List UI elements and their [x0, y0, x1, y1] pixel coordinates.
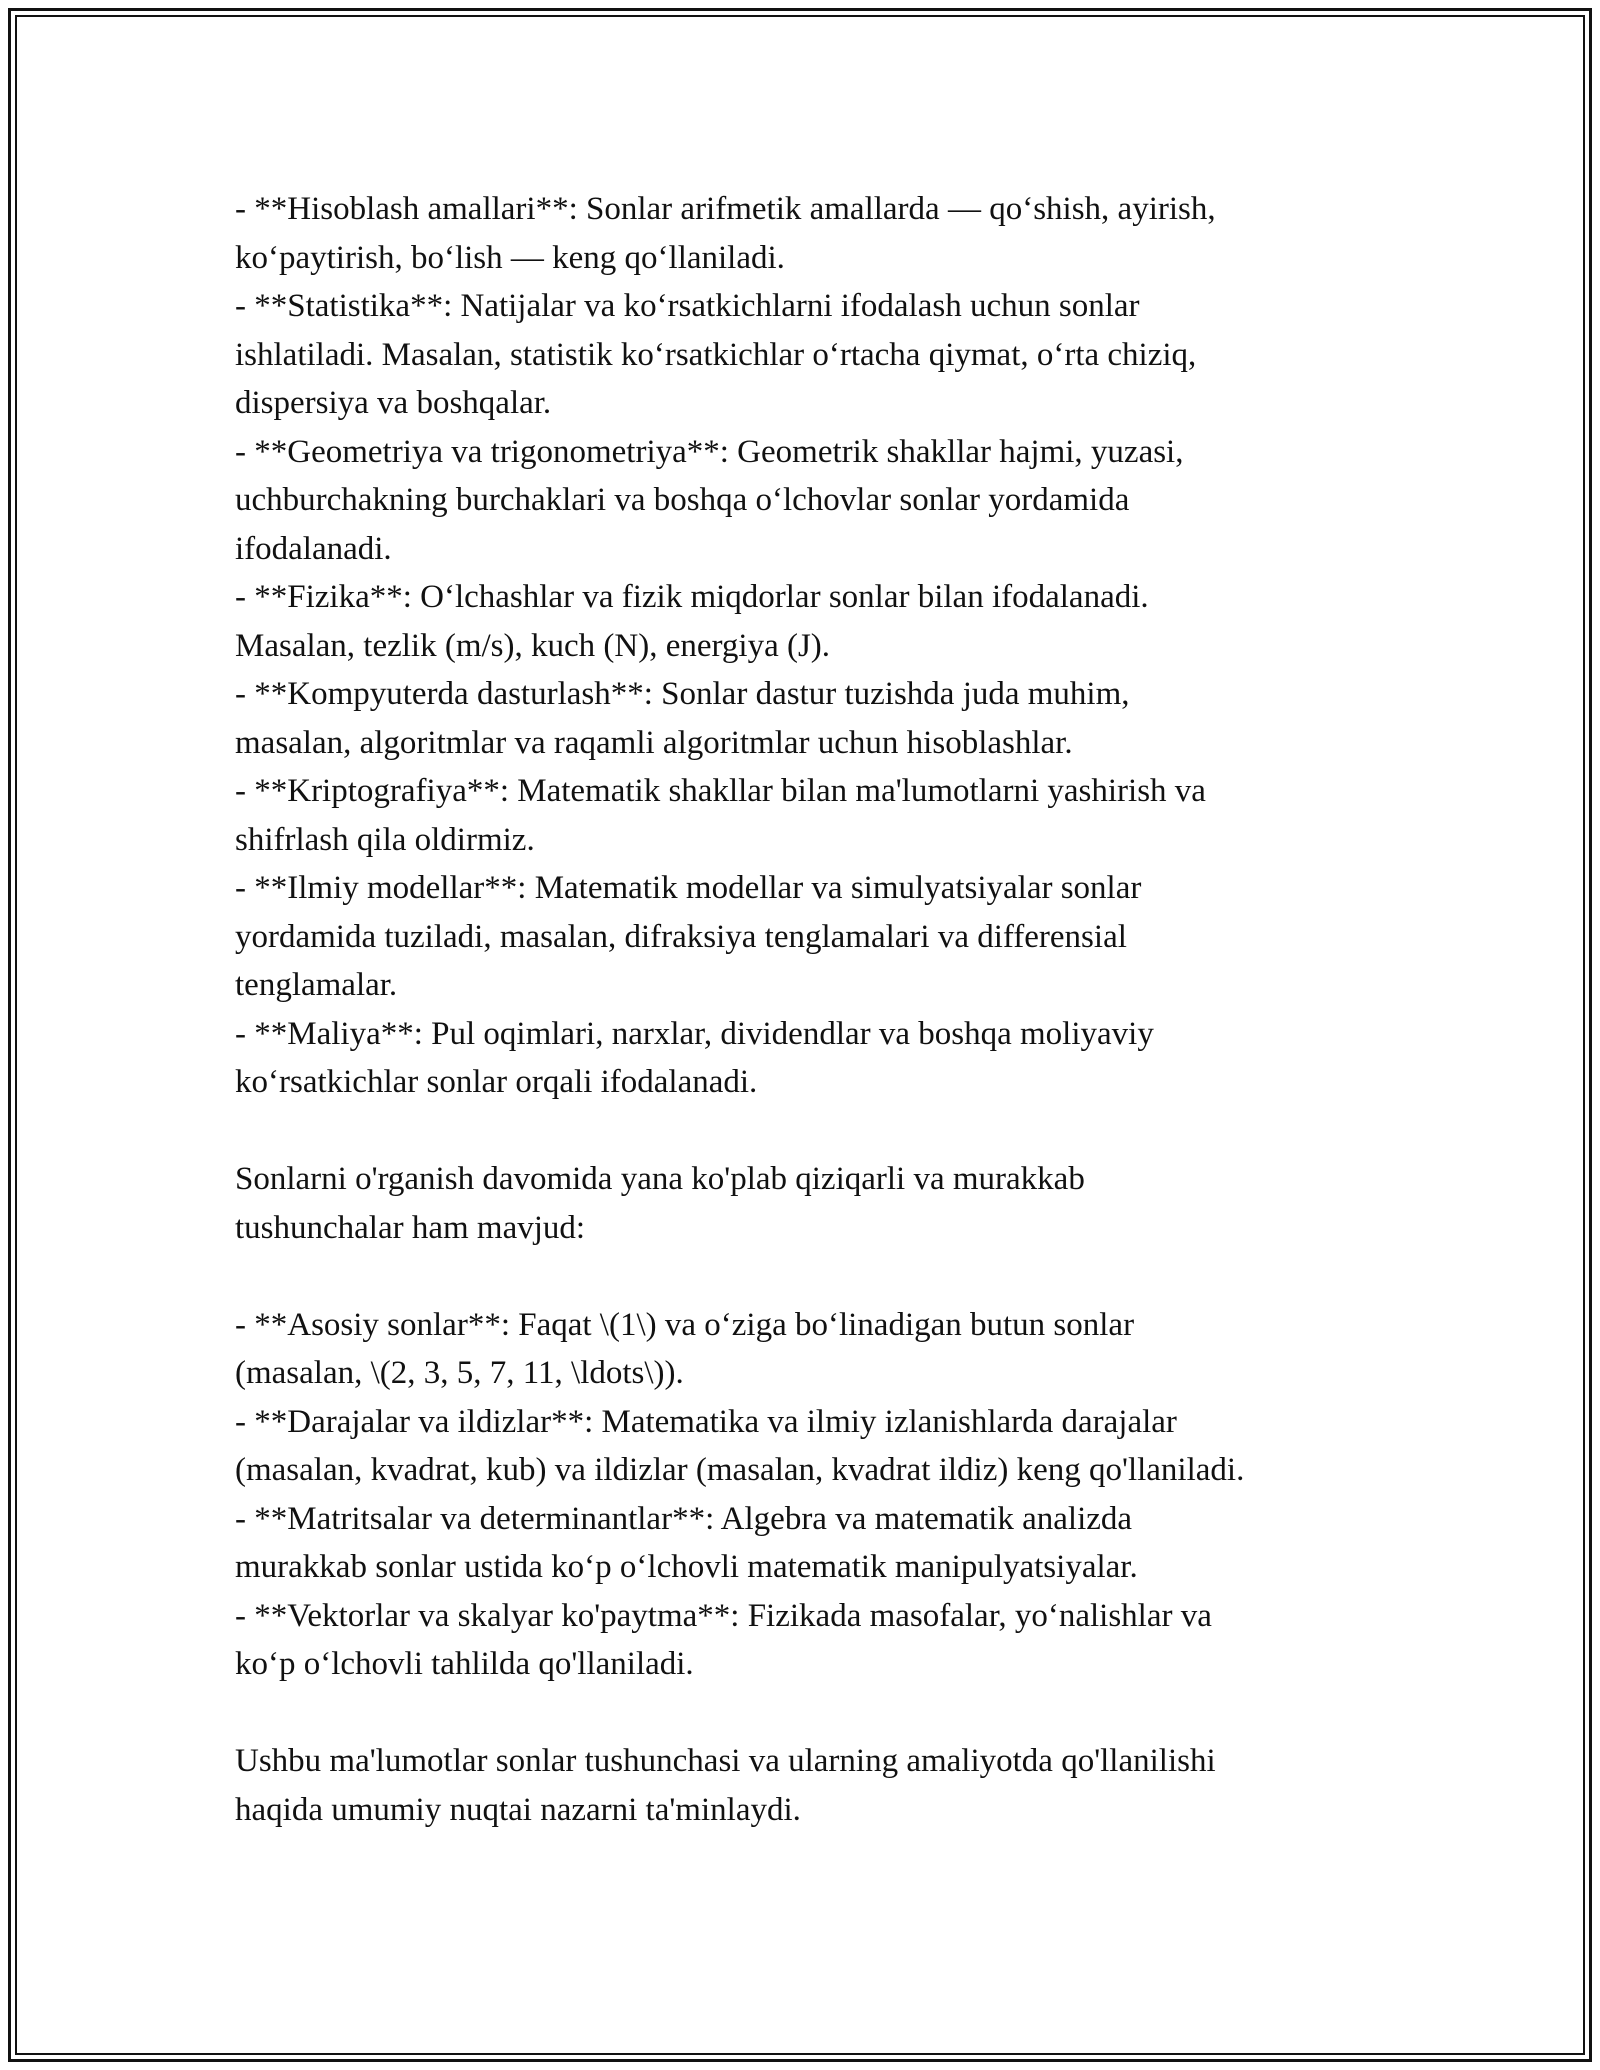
text-line: Masalan, tezlik (m/s), kuch (N), energiya (J).: [235, 627, 831, 664]
concepts-list: [235, 1301, 1415, 1689]
text-line: - **Maliya**: Pul oqimlari, narxlar, dividendlar va boshqa moliyaviy: [235, 1015, 1154, 1052]
paragraph-gap: [235, 1689, 1415, 1738]
text-line: ko‘p o‘lchovli tahlilda qo'llaniladi.: [235, 1646, 694, 1682]
text-line: shifrlash qila oldirmiz.: [235, 821, 535, 858]
text-line: - **Kompyuterda dasturlash**: Sonlar dastur tuzishda juda muhim,: [235, 676, 1130, 712]
text-line: ko‘paytirish, bo‘lish — keng qo‘llaniladi.: [235, 239, 785, 276]
text-line: (masalan, kvadrat, kub) va ildizlar (masalan, kvadrat ildiz) keng qo'llaniladi.: [235, 1452, 1245, 1488]
applications-list: [235, 185, 1415, 1107]
text-line: - **Matritsalar va determinantlar**: Algebra va matematik analizda: [235, 1500, 1133, 1537]
text-line: - **Ilmiy modellar**: Matematik modellar va simulyatsiyalar sonlar: [235, 870, 1142, 906]
text-line: masalan, algoritmlar va raqamli algoritmlar uchun hisoblashlar.: [235, 724, 1073, 761]
intro-paragraph: [235, 1155, 1415, 1252]
text-line: ko‘rsatkichlar sonlar orqali ifodalanadi.: [235, 1064, 758, 1100]
text-line: Sonlarni o'rganish davomida yana ko'plab qiziqarli va murakkab: [235, 1161, 1085, 1197]
paragraph-gap: [235, 1252, 1415, 1301]
text-line: - **Statistika**: Natijalar va ko‘rsatkichlarni ifodalash uchun sonlar: [235, 288, 1140, 324]
text-line: Ushbu ma'lumotlar sonlar tushunchasi va ularning amaliyotda qo'llanilishi: [235, 1743, 1216, 1779]
text-line: (masalan, \(2, 3, 5, 7, 11, \ldots\)).: [235, 1355, 684, 1391]
text-line: ishlatiladi. Masalan, statistik ko‘rsatkichlar o‘rtacha qiymat, o‘rta chiziq,: [235, 336, 1197, 373]
text-line: yordamida tuziladi, masalan, difraksiya tenglamalari va differensial: [235, 918, 1127, 955]
text-line: - **Geometriya va trigonometriya**: Geometrik shakllar hajmi, yuzasi,: [235, 433, 1184, 470]
text-line: - **Darajalar va ildizlar**: Matematika va ilmiy izlanishlarda darajalar: [235, 1403, 1177, 1440]
text-line: ifodalanadi.: [235, 530, 392, 567]
text-line: - **Kriptografiya**: Matematik shakllar bilan ma'lumotlarni yashirish va: [235, 773, 1206, 809]
conclusion-paragraph: [235, 1737, 1415, 1834]
text-line: - **Fizika**: O‘lchashlar va fizik miqdorlar sonlar bilan ifodalanadi.: [235, 579, 1149, 615]
text-line: dispersiya va boshqalar.: [235, 385, 552, 421]
text-line: haqida umumiy nuqtai nazarni ta'minlaydi.: [235, 1791, 801, 1828]
document-body: [235, 185, 1415, 1834]
text-line: - **Vektorlar va skalyar ko'paytma**: Fizikada masofalar, yo‘nalishlar va: [235, 1597, 1212, 1634]
text-line: tenglamalar.: [235, 967, 398, 1003]
text-line: tushunchalar ham mavjud:: [235, 1209, 586, 1246]
text-line: murakkab sonlar ustida ko‘p o‘lchovli matematik manipulyatsiyalar.: [235, 1549, 1138, 1585]
text-line: - **Hisoblash amallari**: Sonlar arifmetik amallarda — qo‘shish, ayirish,: [235, 191, 1216, 227]
text-line: - **Asosiy sonlar**: Faqat \(1\) va o‘ziga bo‘linadigan butun sonlar: [235, 1306, 1135, 1343]
text-line: uchburchakning burchaklari va boshqa o‘lchovlar sonlar yordamida: [235, 482, 1130, 518]
paragraph-gap: [235, 1107, 1415, 1156]
